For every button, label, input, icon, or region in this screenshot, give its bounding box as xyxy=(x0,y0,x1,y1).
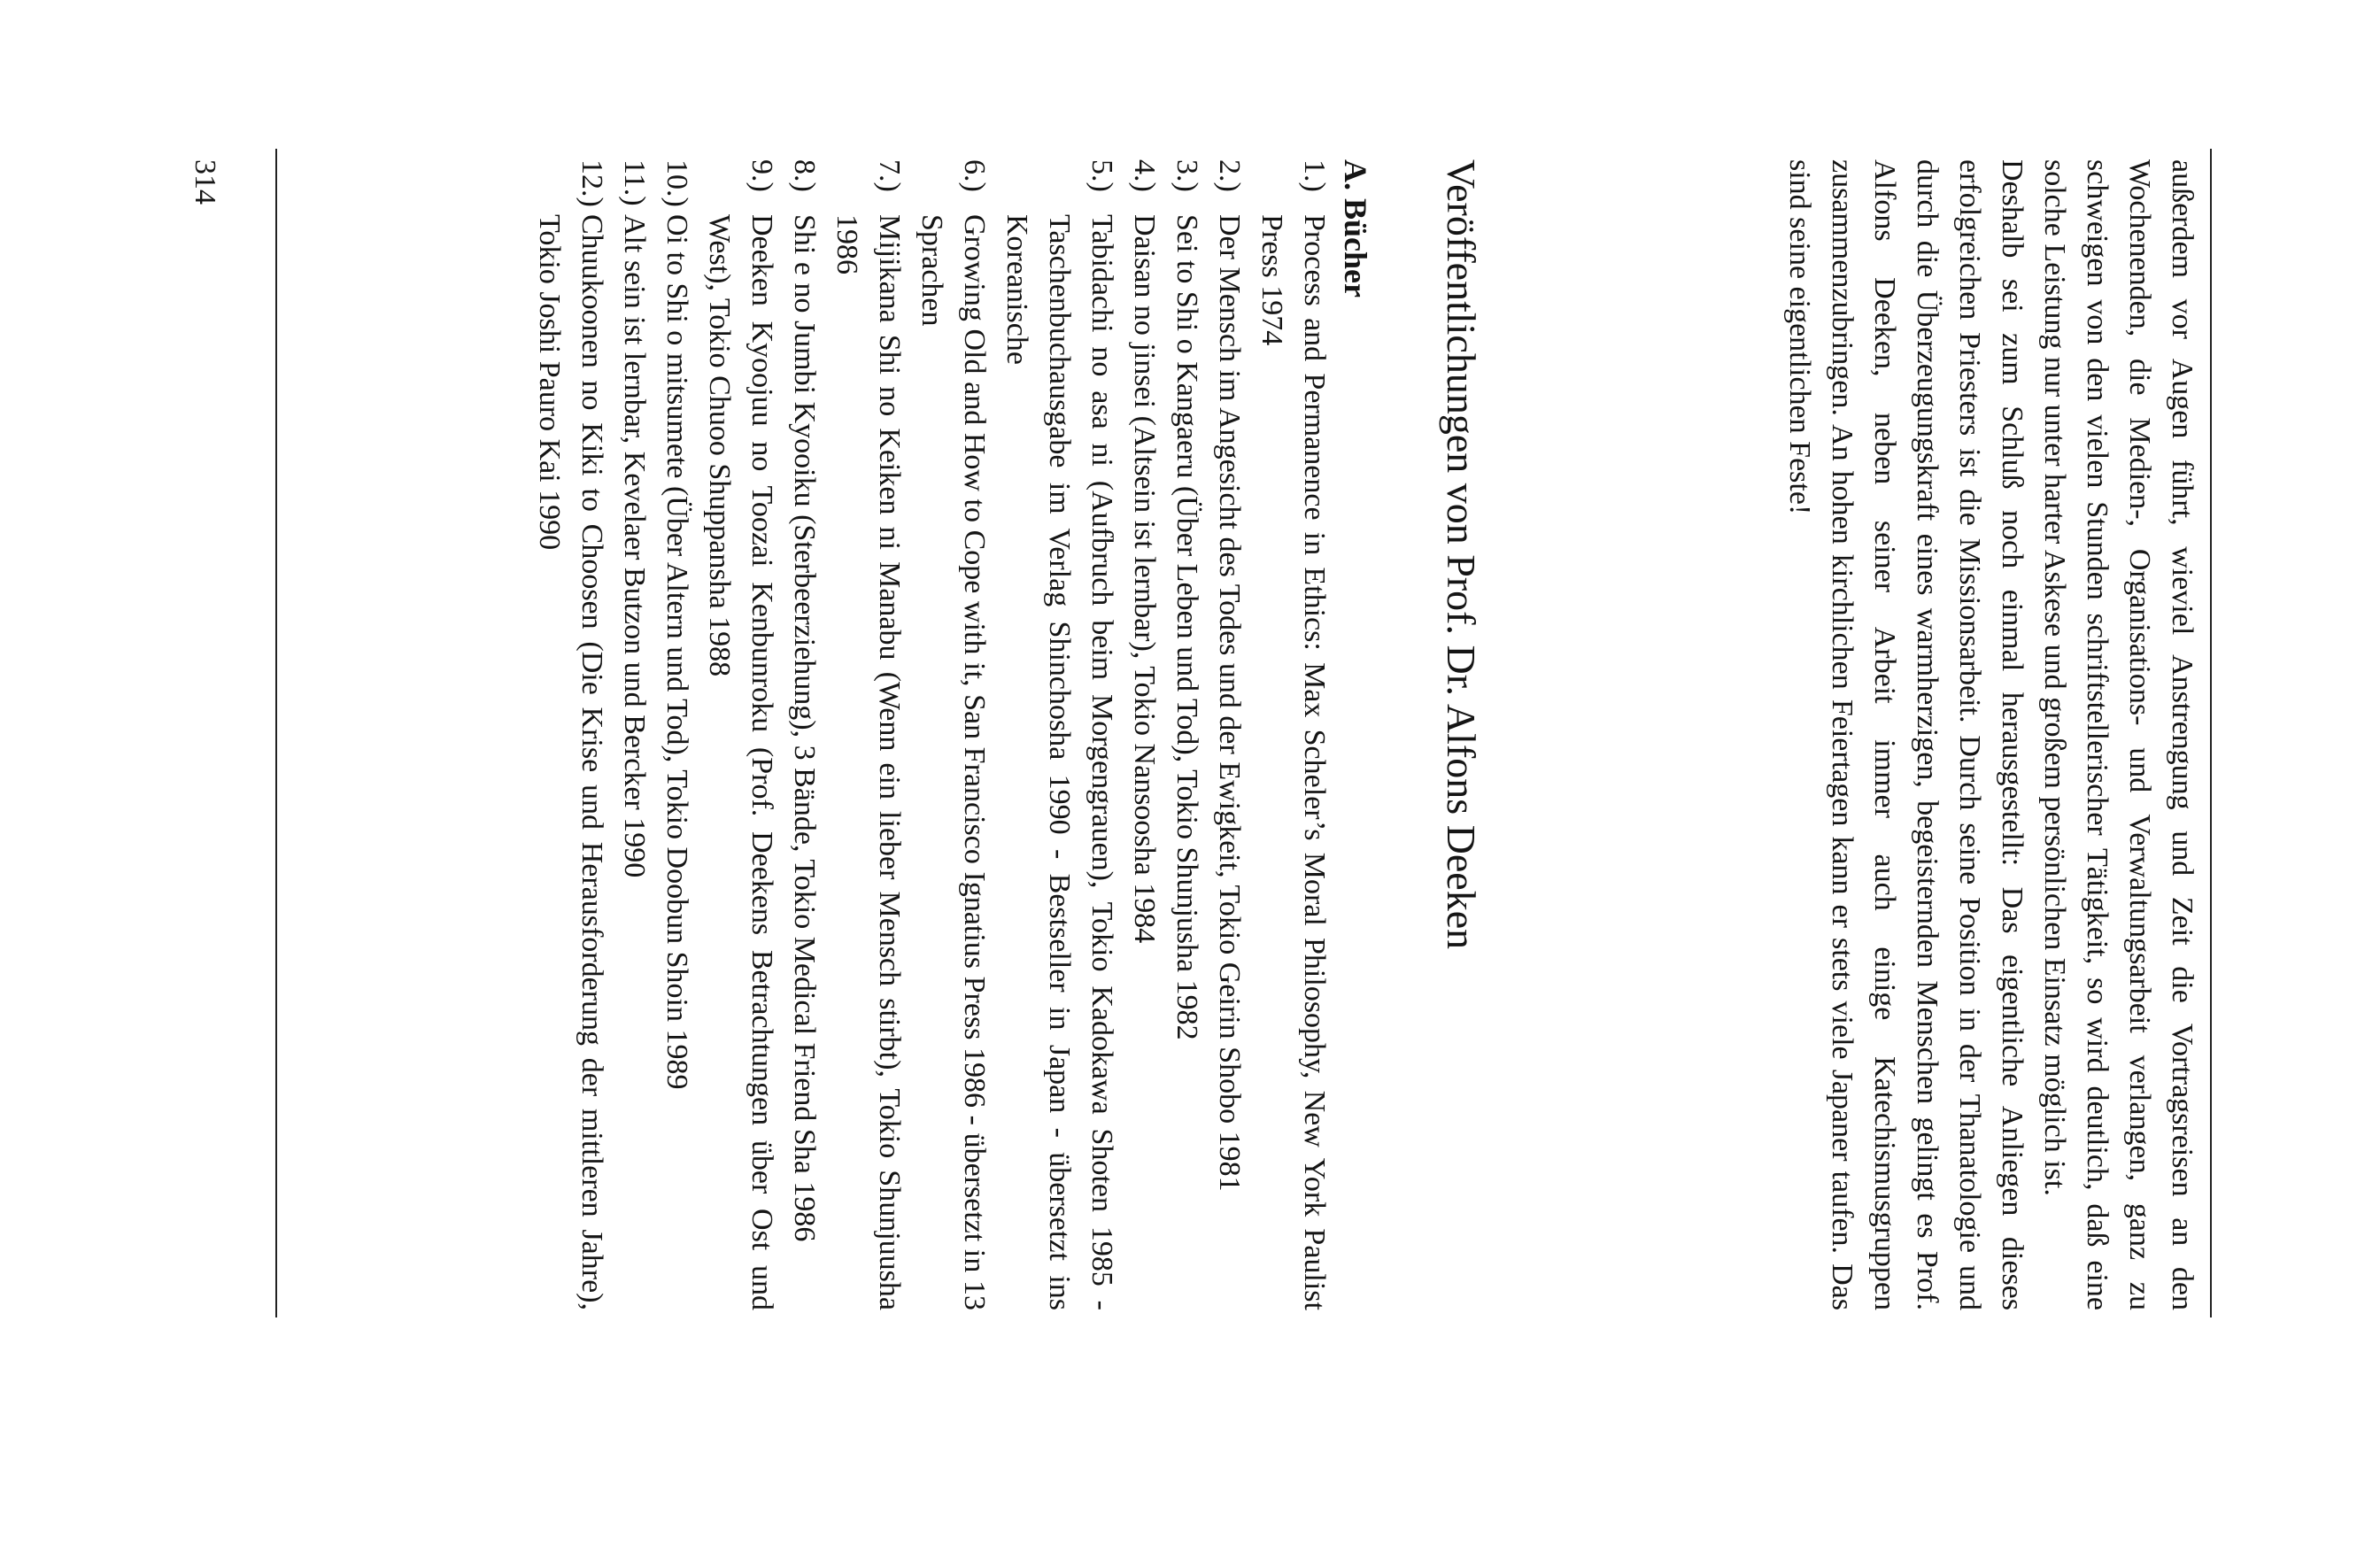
item-number: 10.) xyxy=(661,159,693,207)
list-item xyxy=(528,159,613,1310)
item-text: Chuukoonen no Kiki to Choosen (Die Krise und Herausforderung der mittleren Jahre), Tokio Joshi Pauro Kai 1990 xyxy=(533,214,608,1310)
item-text: Deeken Kyoojuu no Toozai Kenbunroku (Prof. Deekens Betrachtungen über Ost und West), Tokio Chuoo Shuppansha 1988 xyxy=(703,214,778,1310)
bottom-rule xyxy=(275,149,277,1317)
item-text: Sei to Shi o Kangaeru (Über Leben und Tod), Tokio Shunjusha 1982 xyxy=(1171,214,1203,1040)
item-text: Tabidachi no asa ni (Aufbruch beim Morgengrauen), Tokio Kadokawa Shoten 1985 - Taschenbuchausgabe im Verlag Shinchosha 1990 - Bestseller in Japan - übersetzt ins Koreanische xyxy=(1001,214,1118,1310)
list-item xyxy=(613,159,655,1310)
item-text: Process and Permanence in Ethics: Max Scheler’s Moral Philosophy, New York Paulist Press 1974 xyxy=(1256,214,1331,1310)
top-rule xyxy=(2210,149,2212,1317)
books-subheading: A. Bücher xyxy=(1338,159,1373,297)
intro-paragraph-1: außerdem vor Augen führt, wieviel Anstrengung und Zeit die Vortragsreisen an den Wochenenden, die Medien-, Organisations- und Verwaltungsarbeit verlangen, ganz zu schweigen von den vielen Stunden schriftstellerischer Tätigkeit, so wird deutlich, daß eine solche Leistung nur unter harter Askese und großem persönlichen Einsatz möglich ist. xyxy=(2038,159,2198,1310)
list-item xyxy=(910,159,995,1310)
list-item xyxy=(825,159,910,1310)
section-heading: Veröffentlichungen von Prof. Dr. Alfons Deeken xyxy=(1439,159,1484,950)
item-number: 5.) xyxy=(1086,159,1118,192)
item-number: 11.) xyxy=(618,159,651,206)
list-item xyxy=(1250,159,1335,1310)
item-number: 9.) xyxy=(746,159,778,192)
item-text: Oi to Shi o mitsumete (Über Altern und Tod), Tokio Doobun Shoin 1989 xyxy=(661,214,693,1090)
list-item xyxy=(1208,159,1250,1310)
item-number: 4.) xyxy=(1128,159,1161,192)
list-item xyxy=(1165,159,1208,1310)
intro-paragraph-2: Deshalb sei zum Schluß noch einmal herausgestellt: Das eigentliche Anliegen dieses erfolgreichen Priesters ist die Missionsarbeit. Durch seine Position in der Thanatologie und durch die Überzeugungskraft eines warmherzigen, begeisternden Menschen gelingt es Prof. Alfons Deeken, neben seiner Arbeit immer auch einige Katechismusgruppen zusammenzubringen. An hohen kirchlichen Feiertagen kann er stets viele Japaner taufen. Das sind seine eigentlichen Feste! xyxy=(1783,159,2028,1310)
intro-text xyxy=(1778,159,2203,1310)
list-item xyxy=(655,159,698,1310)
item-number: 8.) xyxy=(788,159,821,192)
list-item xyxy=(698,159,783,1310)
item-number: 2.) xyxy=(1213,159,1246,192)
item-text: Alt sein ist lernbar, Kevelaer Butzon und Bercker 1990 xyxy=(618,214,651,878)
list-item xyxy=(783,159,825,1310)
book-list xyxy=(528,159,1335,1310)
list-item xyxy=(1123,159,1165,1310)
page-number: 314 xyxy=(189,159,221,205)
item-number: 7.) xyxy=(873,159,906,192)
item-text: Shi e no Jumbi Kyooiku (Sterbeerziehung), 3 Bände, Tokio Medical Friend Sha 1986 xyxy=(788,214,821,1242)
item-number: 6.) xyxy=(958,159,991,192)
item-number: 1.) xyxy=(1298,159,1331,192)
list-item xyxy=(995,159,1123,1310)
item-number: 12.) xyxy=(576,159,608,207)
item-number: 3.) xyxy=(1171,159,1203,192)
item-text: Mijikana Shi no Keiken ni Manabu (Wenn ein lieber Mensch stirbt), Tokio Shunjuusha 1986 xyxy=(831,214,906,1310)
item-text: Der Mensch im Angesicht des Todes und der Ewigkeit, Tokio Geirin Shobo 1981 xyxy=(1213,214,1246,1192)
item-text: Daisan no jinsei (Altsein ist lernbar), Tokio Nansoosha 1984 xyxy=(1128,214,1161,944)
item-text: Growing Old and How to Cope with it, San Francisco Ignatius Press 1986 - übersetzt in 13 Sprachen xyxy=(916,214,991,1310)
